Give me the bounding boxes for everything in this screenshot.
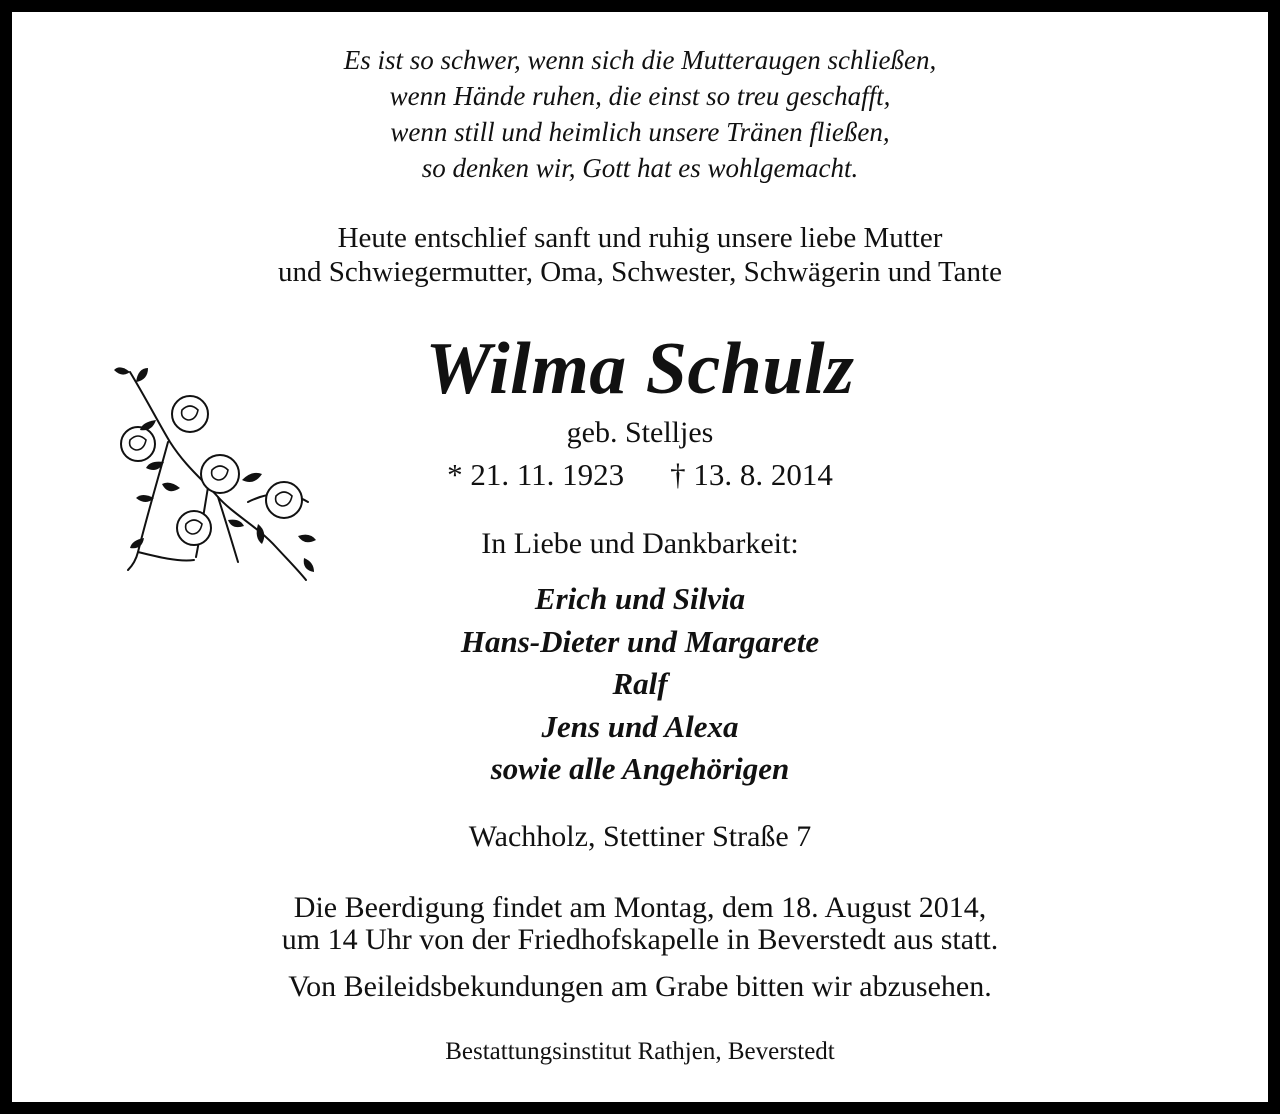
intro-line: Heute entschlief sanft und ruhig unsere liebe Mutter bbox=[337, 222, 943, 254]
mourner: Jens und Alexa bbox=[541, 708, 739, 744]
deceased-name: Wilma Schulz bbox=[425, 328, 855, 410]
poem-line: wenn still und heimlich unsere Tränen fließen, bbox=[390, 117, 890, 147]
life-dates bbox=[12, 455, 1268, 495]
funeral-line: Die Beerdigung findet am Montag, dem 18. August 2014, bbox=[293, 891, 987, 924]
poem-line: Es ist so schwer, wenn sich die Mutteraugen schließen, bbox=[343, 45, 937, 75]
poem bbox=[12, 42, 1268, 186]
address: Wachholz, Stettiner Straße 7 bbox=[468, 820, 812, 853]
mourners-list bbox=[12, 578, 1268, 791]
mourner: Ralf bbox=[612, 666, 668, 702]
birth-date: * 21. 11. 1923 bbox=[447, 457, 625, 492]
intro-text bbox=[12, 221, 1268, 289]
poem-line: so denken wir, Gott hat es wohlgemacht. bbox=[421, 153, 859, 183]
poem-line: wenn Hände ruhen, die einst so treu geschafft, bbox=[389, 81, 891, 111]
death-notice bbox=[12, 12, 1268, 1102]
intro-line: und Schwiegermutter, Oma, Schwester, Schwägerin und Tante bbox=[278, 256, 1002, 288]
undertaker: Bestattungsinstitut Rathjen, Beverstedt bbox=[445, 1038, 835, 1065]
mourner: sowie alle Angehörigen bbox=[490, 751, 790, 787]
mourner: Hans-Dieter und Margarete bbox=[460, 623, 820, 659]
funeral-line: um 14 Uhr von der Friedhofskapelle in Beverstedt aus statt. bbox=[281, 923, 999, 956]
funeral-info bbox=[12, 892, 1268, 956]
birth-name: geb. Stelljes bbox=[566, 416, 714, 449]
mourner: Erich und Silvia bbox=[534, 581, 746, 616]
thanks-line: In Liebe und Dankbarkeit: bbox=[481, 527, 799, 560]
condolence-note: Von Beileidsbekundungen am Grabe bitten wir abzusehen. bbox=[288, 970, 992, 1003]
death-date: † 13. 8. 2014 bbox=[670, 457, 833, 492]
